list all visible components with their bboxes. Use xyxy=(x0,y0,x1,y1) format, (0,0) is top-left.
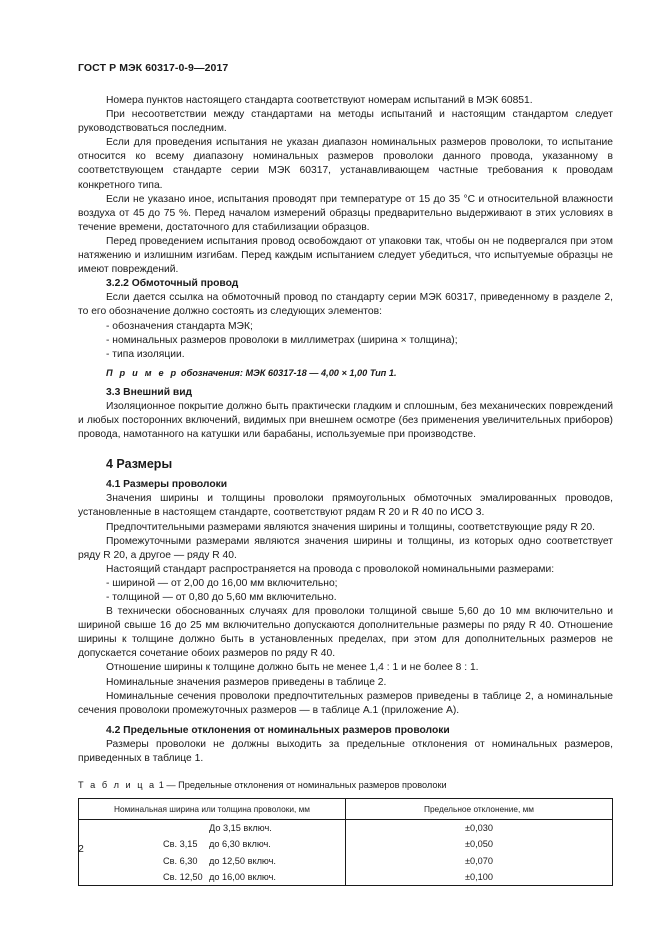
section-4-1-paragraph: Номинальные сечения проволоки предпочтительных размеров приведены в таблице 2, а номинальные сечения проволоки промежуточных размеров — в таблице А.1 (приложение А). xyxy=(78,690,613,716)
column-header-size: Номинальная ширина или толщина проволоки, мм xyxy=(79,799,346,820)
section-3-3-heading: 3.3 Внешний вид xyxy=(106,386,193,398)
range-to: до 6,30 включ. xyxy=(209,839,271,850)
section-4-1-paragraph: Предпочтительными размерами являются значения ширины и толщины, соответствующие ряду R 20. xyxy=(106,521,595,533)
table-caption xyxy=(78,778,613,792)
intro-paragraph: Если не указано иное, испытания проводят при температуре от 15 до 35 °С и относительной влажности воздуха от 45 до 75 %. Перед началом измерений образцы предварительно выдерживают в этих условиях в течение времени, достаточного для стабилизации образцов. xyxy=(78,193,613,233)
range-from: Св. 3,15 xyxy=(163,839,198,850)
list-item: - номинальных размеров проволоки в миллиметрах (ширина × толщина); xyxy=(106,334,458,346)
designation-example xyxy=(78,366,613,380)
range-from: Св. 12,50 xyxy=(163,871,203,882)
size-cell xyxy=(79,869,346,886)
deviation-cell: ±0,030 xyxy=(346,820,613,837)
deviation-table xyxy=(78,798,613,885)
example-label: П р и м е р xyxy=(106,367,179,378)
table-caption-text: 1 — Предельные отклонения от номинальных размеров проволоки xyxy=(158,780,447,791)
section-4-2-paragraph: Размеры проволоки не должны выходить за предельные отклонения от номинальных размеров, приведенных в таблице 1. xyxy=(78,738,613,765)
intro-paragraph: Перед проведением испытания провод освобождают от упаковки так, чтобы он не подвергался при этом натяжению и излишним изгибам. Перед каждым испытанием следует убедиться, что испытуемые образцы не имеют повреждений. xyxy=(78,235,613,276)
section-4-1-paragraph: Настоящий стандарт распространяется на провода с проволокой номинальными размерами: xyxy=(106,563,555,575)
section-4-1-paragraph: Промежуточными размерами являются значения ширины и толщины, из которых одно соответствует ряду R 20, а другое — ряду R 40. xyxy=(78,535,613,561)
intro-paragraph: Если для проведения испытания не указан диапазон номинальных размеров проволоки, то испытание относится ко всему диапазону номинальных размеров проволоки данного провода, указанному в соответствующем стандарте серии МЭК 60317, устанавливающем частные требования к проводам конкретного типа. xyxy=(78,137,613,191)
table-row xyxy=(79,820,613,837)
list-item: - обозначения стандарта МЭК; xyxy=(106,320,253,332)
page-content xyxy=(78,94,613,886)
section-3-3-paragraph: Изоляционное покрытие должно быть практически гладким и сплошным, без механических повреждений и любых посторонних включений, видимых при внешнем осмотре (без применения увеличительных приборов) провода, намотанного на катушки или барабаны, используемые при производстве. xyxy=(78,400,613,441)
table-caption-label: Т а б л и ц а xyxy=(78,780,157,791)
section-3-2-2-paragraph: Если дается ссылка на обмоточный провод по стандарту серии МЭК 60317, приведенному в разделе 2, то его обозначение должно состоять из следующих элементов: xyxy=(78,292,613,318)
column-header-deviation: Предельное отклонение, мм xyxy=(346,799,613,820)
table-row xyxy=(79,836,613,852)
section-4-1-paragraph: Номинальные значения размеров приведены в таблице 2. xyxy=(106,676,387,688)
list-item: - толщиной — от 0,80 до 5,60 мм включительно. xyxy=(106,592,337,603)
deviation-cell: ±0,070 xyxy=(346,853,613,869)
intro-paragraph: Номера пунктов настоящего стандарта соответствуют номерам испытаний в МЭК 60851. xyxy=(106,95,533,106)
size-cell xyxy=(79,820,346,837)
size-cell xyxy=(79,853,346,869)
section-4-1-paragraph: Значения ширины и толщины проволоки прямоугольных обмоточных эмалированных проводов, установленные в настоящем стандарте, соответствуют рядам R 20 и R 40 по ИСО 3. xyxy=(78,493,613,519)
section-4-1-paragraph: Отношение ширины к толщине должно быть не менее 1,4 : 1 и не более 8 : 1. xyxy=(106,662,479,674)
size-cell xyxy=(79,836,346,852)
deviation-cell: ±0,050 xyxy=(346,836,613,852)
document-code-header: ГОСТ Р МЭК 60317-0-9—2017 xyxy=(78,62,229,74)
section-4-1-paragraph: В технически обоснованных случаях для проволоки толщиной свыше 5,60 до 10 мм включительно и шириной свыше 16 до 25 мм включительно допускаются дополнительные размеры по ряду R 40. Отношение ширины к толщине должно быть в установленных пределах, при этом для дополнительных размеров не допускается сочетание обоих размеров по ряду R 40. xyxy=(78,606,613,660)
section-4-heading: 4 Размеры xyxy=(106,457,173,472)
intro-paragraph: При несоответствии между стандартами на методы испытаний и настоящим стандартом следует руководствоваться последним. xyxy=(78,109,613,135)
list-item: - шириной — от 2,00 до 16,00 мм включительно; xyxy=(106,577,338,589)
list-item: - типа изоляции. xyxy=(106,348,185,360)
section-3-2-2-heading: 3.2.2 Обмоточный провод xyxy=(106,278,239,290)
deviation-cell: ±0,100 xyxy=(346,869,613,886)
range-to: до 12,50 включ. xyxy=(209,855,276,866)
section-4-2-heading: 4.2 Предельные отклонения от номинальных размеров проволоки xyxy=(106,724,450,736)
range-to: до 16,00 включ. xyxy=(209,871,276,882)
table-header-row xyxy=(79,799,613,820)
range-from: Св. 6,30 xyxy=(163,855,198,866)
table-row xyxy=(79,853,613,869)
table-row xyxy=(79,869,613,886)
page-number: 2 xyxy=(78,843,84,855)
range-to: До 3,15 включ. xyxy=(209,823,272,834)
section-4-1-heading: 4.1 Размеры проволоки xyxy=(106,479,228,491)
example-text: обозначения: МЭК 60317-18 — 4,00 × 1,00 Тип 1. xyxy=(180,367,397,378)
